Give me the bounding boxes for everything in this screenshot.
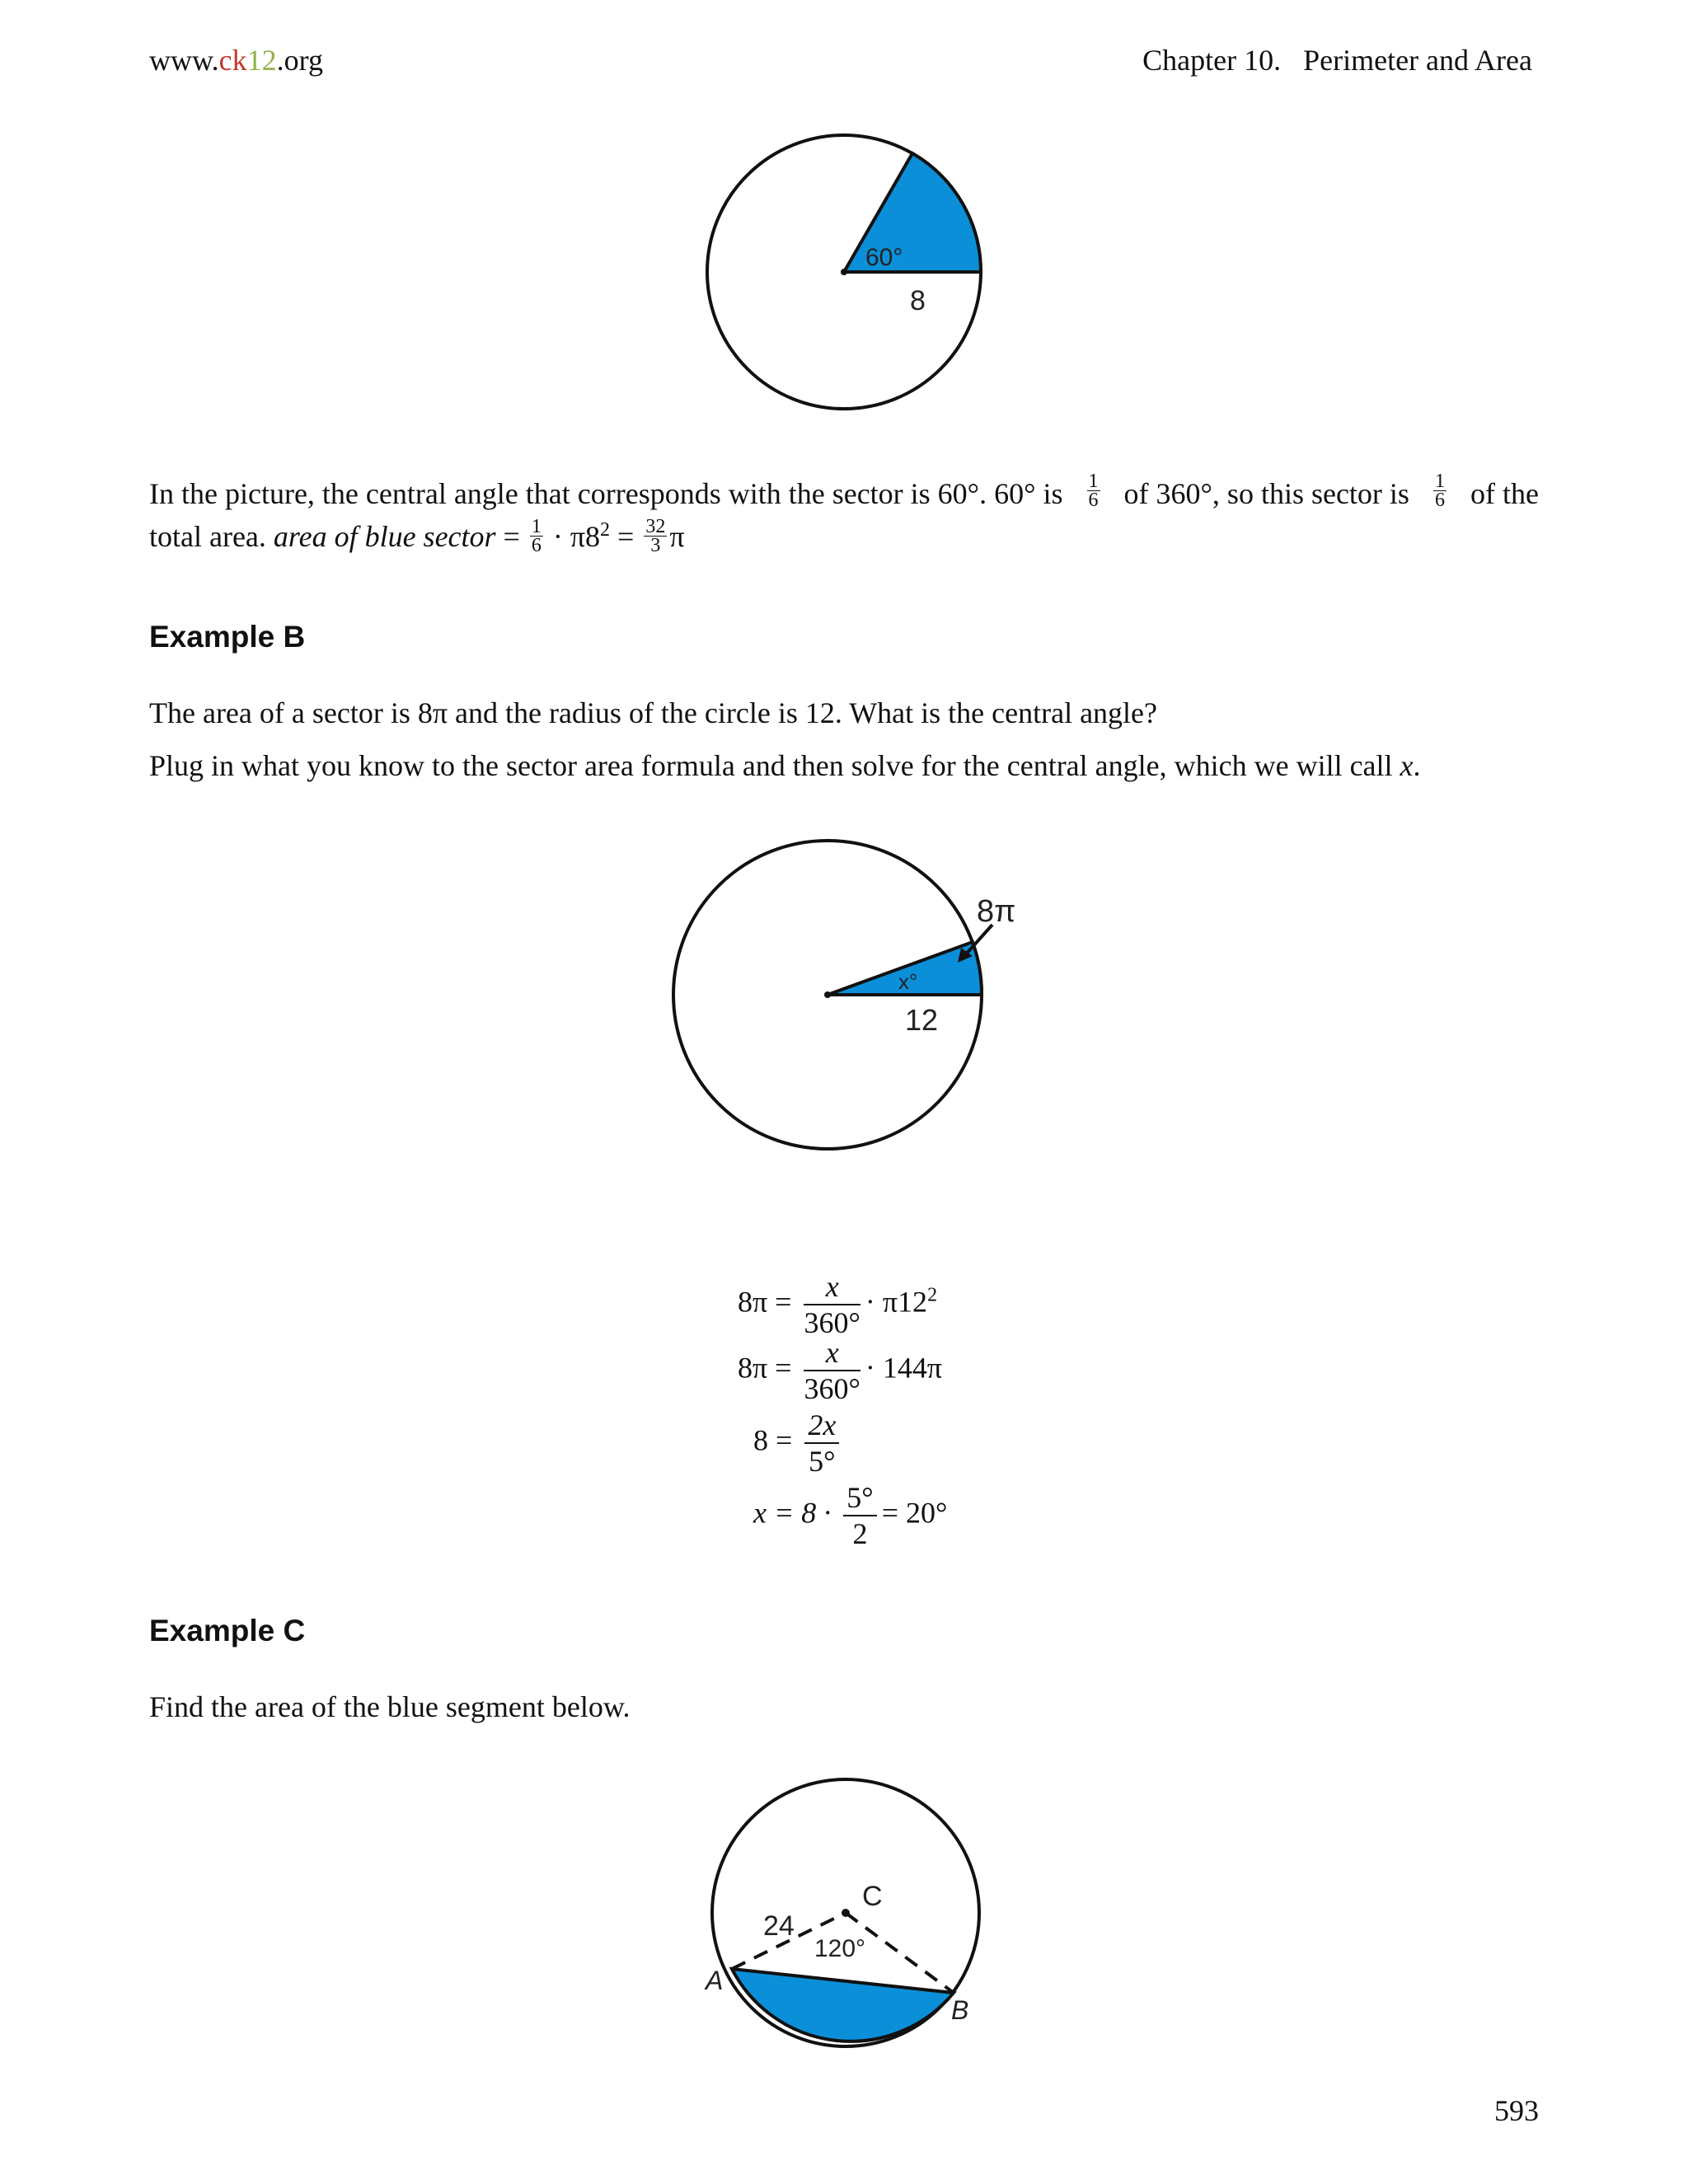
point-a-label: A — [706, 1966, 724, 1995]
equation-row-4: x = 8 · $\frac{5^\circ}{2}$ = 20° — [753, 1481, 948, 1550]
example-c-question: Find the area of the blue segment below. — [149, 1690, 631, 1723]
text-b: of 360°, so this sector is — [1123, 477, 1409, 510]
fraction-one-sixth-2: $\frac{1}{6}$ — [1434, 470, 1445, 511]
site-brand-12: 12 — [246, 44, 277, 77]
angle-label: 120° — [814, 1935, 866, 1962]
equation-row-3: 8 = $\frac{2x}{5^\circ}$ — [753, 1408, 844, 1479]
point-c-label: C — [862, 1881, 883, 1912]
site-prefix: www. — [149, 44, 219, 77]
radius-label: 12 — [905, 1003, 939, 1037]
point-b-label: B — [951, 1995, 969, 2025]
chapter-title: Chapter 10. Perimeter and Area — [1142, 44, 1532, 77]
example-b-question: The area of a sector is 8π and the radius of the circle is 12. What is the central angle? — [149, 696, 1158, 729]
angle-label: 60° — [865, 244, 903, 271]
sector-diagram-x — [659, 832, 1039, 1162]
segment-diagram — [692, 1772, 1006, 2060]
site-suffix: .org — [276, 44, 323, 77]
text-c: of the — [1470, 477, 1539, 510]
equation-row-1: 8π = $\frac{x}{360^\circ}$ · $\pi 12^2$ — [738, 1270, 938, 1339]
equation-row-2: 8π = $\frac{x}{360^\circ}$ · 144π — [738, 1336, 943, 1405]
radius-label: 8 — [910, 285, 926, 316]
heading-example-c: Example C — [149, 1614, 306, 1647]
page-number: 593 — [1494, 2094, 1539, 2127]
example-b-instruction: Plug in what you know to the sector area formula and then solve for the central angle, which we will call x. — [149, 749, 1421, 782]
radius-label: 24 — [763, 1910, 795, 1942]
fraction-one-sixth: $\frac{1}{6}$ — [1088, 470, 1099, 511]
text-a: In the picture, the central angle that corresponds with the sector is 60°. 60° is — [149, 477, 1063, 510]
sector-diagram-60 — [692, 124, 1006, 420]
formula-label: area of blue sector — [273, 520, 496, 553]
fraction-one-sixth-3: $\frac{1}{6}$ — [531, 516, 542, 557]
sector-explanation: In the picture, the central angle that corresponds with the sector is 60°. 60° is $\frac{1}{6}$ of 360°, so this sector is $\frac{1}{6}$ of the total area. area of blue sector = $\frac{1}{6}$ · $\pi 8^2$ = $\frac{32}{3}$ π — [149, 470, 1539, 557]
angle-label: x° — [898, 969, 918, 994]
fraction-32-thirds: $\frac{32}{3}$ — [645, 516, 666, 557]
text-d: total area. — [149, 520, 266, 553]
site-url[interactable] — [149, 43, 323, 77]
site-brand-ck: ck — [218, 44, 247, 77]
arc-label: 8π — [977, 894, 1016, 929]
heading-example-b: Example B — [149, 620, 306, 654]
